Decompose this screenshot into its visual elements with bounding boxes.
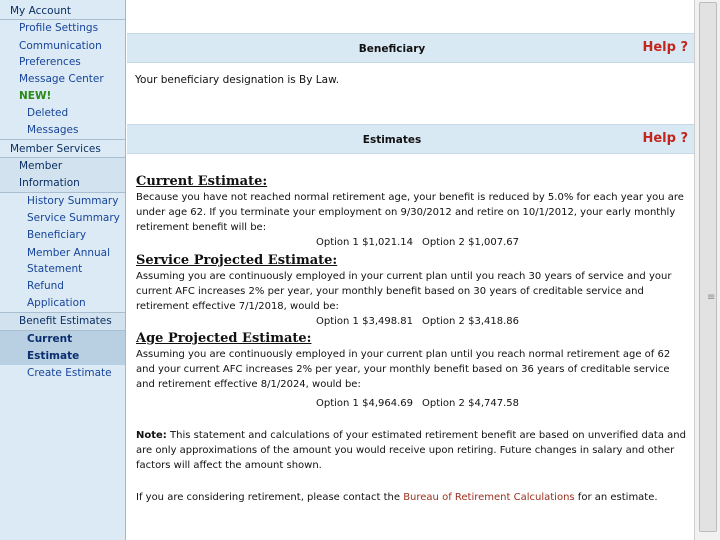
beneficiary-header [127, 33, 694, 63]
sidebar-item-communication-preferences[interactable] [0, 37, 125, 71]
sidebar [0, 0, 126, 540]
bureau-link[interactable]: Bureau of Retirement Calculations [403, 492, 575, 503]
option-1-value: Option 1 $4,964.69 [316, 398, 413, 409]
current-estimate-title: Current Estimate: [136, 174, 268, 189]
service-projected-options [136, 314, 688, 329]
help-link-estimates[interactable]: Help ? [642, 131, 688, 146]
sidebar-item-current-estimate[interactable]: Current Estimate [0, 331, 125, 365]
new-badge: NEW! [19, 90, 52, 102]
contact-text [136, 490, 688, 505]
vertical-scrollbar[interactable] [694, 0, 720, 540]
service-projected-text: Assuming you are continuously employed in your current plan until you reach 30 years of service and your current AFC increases 2% per year, your monthly benefit based on 30 years of creditable service and retirement effective 7/1/2018, would be: [136, 271, 672, 312]
section-title-estimates: Estimates [362, 134, 422, 146]
note-label: Note: [136, 430, 167, 441]
main-content [127, 0, 694, 540]
sidebar-item-beneficiary[interactable]: Beneficiary [27, 229, 87, 241]
option-2-value: Option 2 $3,418.86 [422, 316, 519, 327]
grip-icon: ≡ [707, 292, 716, 303]
sidebar-item-profile-settings[interactable]: Profile Settings [19, 22, 99, 34]
sidebar-item-label: Member Annual [27, 247, 111, 259]
sidebar-item-label: Communication [19, 40, 102, 52]
sidebar-item-label: Preferences [19, 56, 81, 68]
disclaimer-note [136, 428, 688, 473]
option-1-value: Option 1 $1,021.14 [316, 237, 413, 248]
current-estimate-block [136, 174, 688, 250]
sidebar-item-label: Statement [27, 263, 83, 275]
age-projected-options [136, 396, 688, 411]
sidebar-heading-my-account: My Account [0, 0, 125, 20]
service-projected-title: Service Projected Estimate: [136, 253, 338, 268]
sidebar-item-service-summary[interactable]: Service Summary [27, 212, 120, 224]
section-title-beneficiary: Beneficiary [358, 43, 426, 55]
sidebar-item-refund-application[interactable]: Refund Application [0, 278, 125, 313]
service-projected-block [136, 253, 688, 329]
age-projected-title: Age Projected Estimate: [136, 331, 312, 346]
age-projected-block [136, 331, 688, 411]
help-link-beneficiary[interactable]: Help ? [642, 40, 688, 55]
sidebar-item-annual-statement[interactable] [0, 244, 125, 278]
top-spacer [127, 0, 694, 33]
age-projected-text: Assuming you are continuously employed in your current plan until you reach normal retirement age of 62 and your current AFC increases 2% per year, your monthly benefit based on 36 years of creditable service and retirement effective 8/1/2024, would be: [136, 349, 671, 390]
estimates-header [127, 124, 694, 154]
sidebar-item-label: Message Center [19, 73, 104, 85]
sidebar-item-message-center[interactable] [0, 71, 125, 105]
sidebar-item-history-summary[interactable]: History Summary [27, 195, 119, 207]
sidebar-subheading-benefit-estimates: Benefit Estimates [0, 313, 125, 331]
option-1-value: Option 1 $3,498.81 [316, 316, 413, 327]
sidebar-heading-member-services: Member Services [0, 140, 125, 158]
current-estimate-text: Because you have not reached normal retirement age, your benefit is reduced by 5.0% for each year you are under age 62. If you terminate your employment on 9/30/2012 and retire on 10/1/2012, your early monthly retirement benefit will be: [136, 192, 684, 233]
contact-suffix: for an estimate. [574, 492, 658, 503]
scrollbar-thumb[interactable] [699, 2, 717, 532]
sidebar-item-deleted-messages[interactable]: Deleted Messages [0, 105, 125, 140]
sidebar-item-create-estimate[interactable]: Create Estimate [27, 367, 112, 379]
note-text: This statement and calculations of your estimated retirement benefit are based on unverified data and are only approximations of the amount you would receive upon retiring. Future changes in salary and other factors will affect the amount shown. [136, 430, 686, 471]
current-estimate-options [136, 235, 688, 250]
sidebar-subheading-member-information: Member Information [0, 158, 125, 193]
option-2-value: Option 2 $4,747.58 [422, 398, 519, 409]
option-2-value: Option 2 $1,007.67 [422, 237, 519, 248]
contact-prefix: If you are considering retirement, please contact the [136, 492, 404, 503]
beneficiary-text: Your beneficiary designation is By Law. [135, 74, 340, 86]
